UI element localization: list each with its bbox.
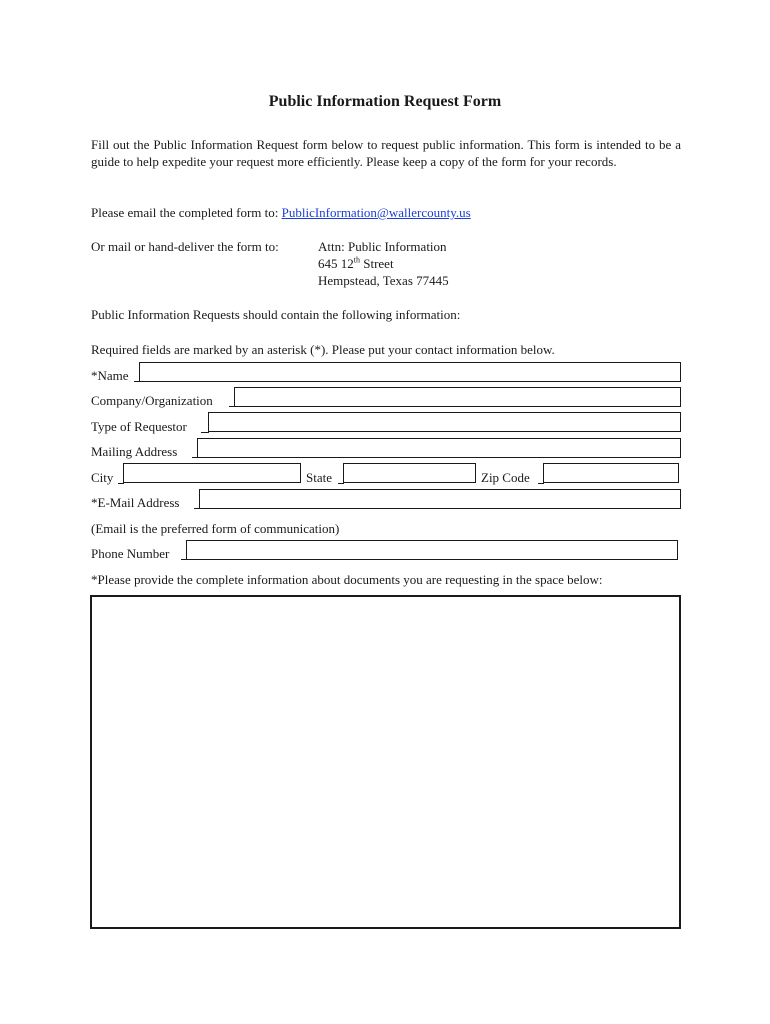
email-note: (Email is the preferred form of communication) [91,521,340,536]
street-name: Street [359,256,394,271]
address-street [318,255,394,272]
zip-underline [538,483,544,484]
zip-field[interactable] [543,463,679,483]
state-field[interactable] [343,463,476,483]
state-underline [338,483,344,484]
company-label: Company/Organization [91,393,213,408]
company-field[interactable] [234,387,681,407]
street-number: 645 12 [318,256,354,271]
intro-paragraph: Fill out the Public Information Request form below to request public information. This form is intended to be a guide to help expedite your request more efficiently. Please keep a copy of the form for your records. [91,137,681,169]
contain-instruction: Public Information Requests should contain the following information: [91,307,461,322]
street-ordinal: th [353,255,360,265]
name-label: *Name [91,368,129,383]
documents-prompt: *Please provide the complete information about documents you are requesting in the space below: [91,572,603,587]
requestor-type-field[interactable] [208,412,681,432]
state-label: State [306,470,332,485]
required-instruction: Required fields are marked by an asterisk (*). Please put your contact information below. [91,342,555,357]
mailing-address-field[interactable] [197,438,681,458]
city-underline [118,483,124,484]
email-instruction-text: Please email the completed form to: [91,205,282,220]
requestor-type-label: Type of Requestor [91,419,187,434]
city-label: City [91,470,114,485]
email-instruction [91,204,471,221]
address-attn: Attn: Public Information [318,239,447,254]
email-field[interactable] [199,489,681,509]
name-field[interactable] [139,362,681,382]
requestor-type-underline [201,432,209,433]
phone-label: Phone Number [91,546,170,561]
email-link[interactable]: PublicInformation@wallercounty.us [281,205,471,220]
email-label: *E-Mail Address [91,495,180,510]
phone-field[interactable] [186,540,678,560]
address-city: Hempstead, Texas 77445 [318,273,449,288]
documents-textarea[interactable] [90,595,681,929]
mailing-address-label: Mailing Address [91,444,178,459]
mail-instruction: Or mail or hand-deliver the form to: [91,239,279,254]
zip-label: Zip Code [481,470,530,485]
page-title: Public Information Request Form [268,93,502,110]
city-field[interactable] [123,463,301,483]
